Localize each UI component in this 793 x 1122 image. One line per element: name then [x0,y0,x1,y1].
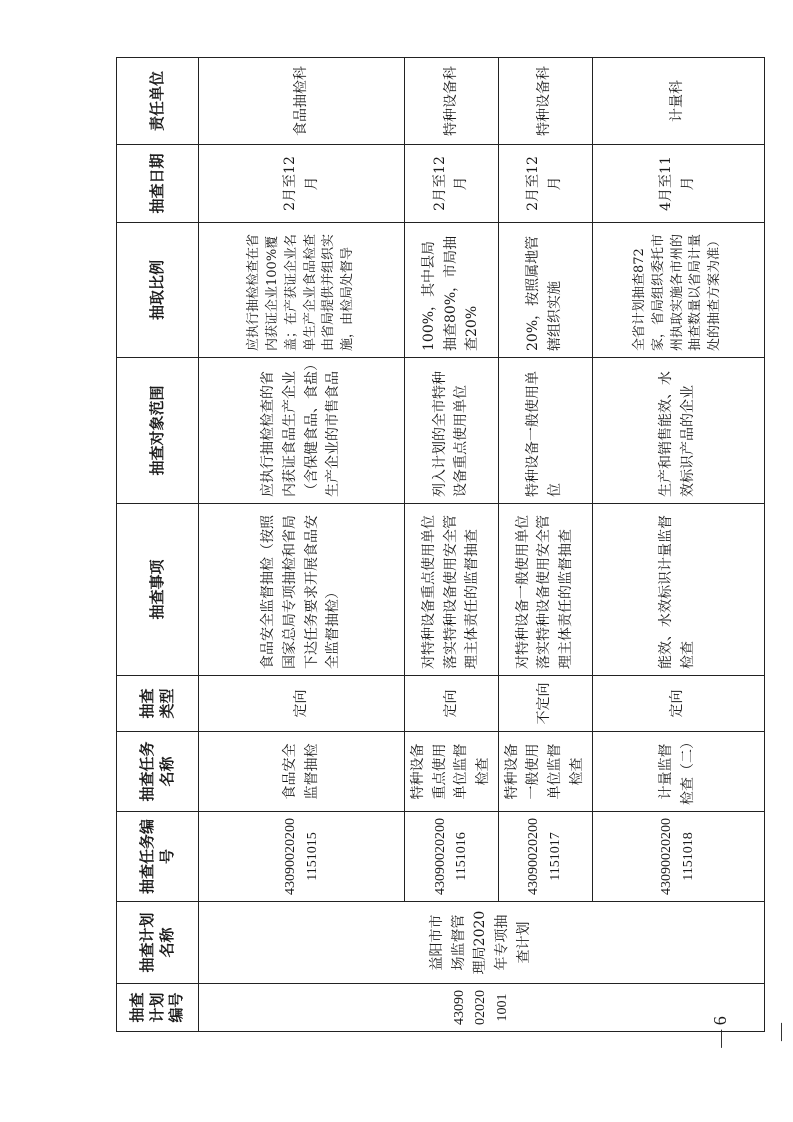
item-cell: 对特种设备重点使用单位落实特种设备使用安全管理主体责任的监督抽查 [405,504,499,676]
header-item: 抽查事项 [117,504,199,676]
type-cell: 定向 [592,676,764,732]
header-row [117,58,199,1032]
header-plan-name: 抽查计划名称 [117,902,199,984]
ratio-cell: 全省计划抽查872家，省局组织委托市州执取实施各市州的抽查数量以省局计量处的抽查方案为准） [592,223,764,358]
header-type: 抽查类型 [117,676,199,732]
date-cell: 4月至11月 [592,145,764,223]
plan-no-cell: 43090020201001 [199,984,765,1032]
table-row [199,58,405,1032]
item-cell: 食品安全监督抽检（按照国家总局专项抽检和省局下达任务要求开展食品安全监督抽检） [199,504,405,676]
table-row [592,58,764,1032]
task-no-cell: 430900202001151018 [592,812,764,902]
task-no-cell: 430900202001151017 [498,812,592,902]
item-cell: 对特种设备一般使用单位落实特种设备使用安全管理主体责任的监督抽查 [498,504,592,676]
task-no-cell: 430900202001151016 [405,812,499,902]
scope-cell: 列入计划的全市特种设备重点使用单位 [405,358,499,504]
type-cell: 不定向 [498,676,592,732]
unit-cell: 计量科 [592,58,764,145]
table-row [405,58,499,1032]
header-date: 抽查日期 [117,145,199,223]
header-unit: 责任单位 [117,58,199,145]
item-cell: 能效、水效标识计量监督检查 [592,504,764,676]
header-task-name: 抽查任务名称 [117,732,199,812]
rotated-page-content [116,58,723,1032]
unit-cell: 特种设备科 [405,58,499,145]
table-row [498,58,592,1032]
header-task-no: 抽查任务编号 [117,812,199,902]
ratio-cell: 20%，按照属地管辖组织实施 [498,223,592,358]
type-cell: 定向 [405,676,499,732]
header-ratio: 抽取比例 [117,223,199,358]
unit-cell: 食品抽检科 [199,58,405,145]
ratio-cell: 100%，其中县局抽查80%，市局抽查20% [405,223,499,358]
scope-cell: 特种设备一般使用单位 [498,358,592,504]
header-plan-no: 抽查计划编号 [117,984,199,1032]
task-no-cell: 430900202001151015 [199,812,405,902]
ratio-cell: 应执行抽检检查在省内获证企业100%覆盖；在产获证企业名单生产企业食品检查由省局提供并组织实施，由检局处督导 [199,223,405,358]
task-name-cell: 计量监督检查（二） [592,732,764,812]
scope-cell: 生产和销售能效、水效标识产品的企业 [592,358,764,504]
task-name-cell: 食品安全监督抽检 [199,732,405,812]
type-cell: 定向 [199,676,405,732]
date-cell: 2月至12月 [199,145,405,223]
task-name-cell: 特种设备一般使用单位监督检查 [498,732,592,812]
date-cell: 2月至12月 [498,145,592,223]
task-name-cell: 特种设备重点使用单位监督检查 [405,732,499,812]
inspection-plan-table [116,57,765,1032]
date-cell: 2月至12月 [405,145,499,223]
scope-cell: 应执行抽检检查的省内获证食品生产企业（含保健食品、食盐）生产企业的市售食品 [199,358,405,504]
page-number: — 6 — [710,1016,790,1048]
header-scope: 抽查对象范围 [117,358,199,504]
unit-cell: 特种设备科 [498,58,592,145]
plan-name-cell: 益阳市市场监督管理局2020年专项抽查计划 [199,902,765,984]
